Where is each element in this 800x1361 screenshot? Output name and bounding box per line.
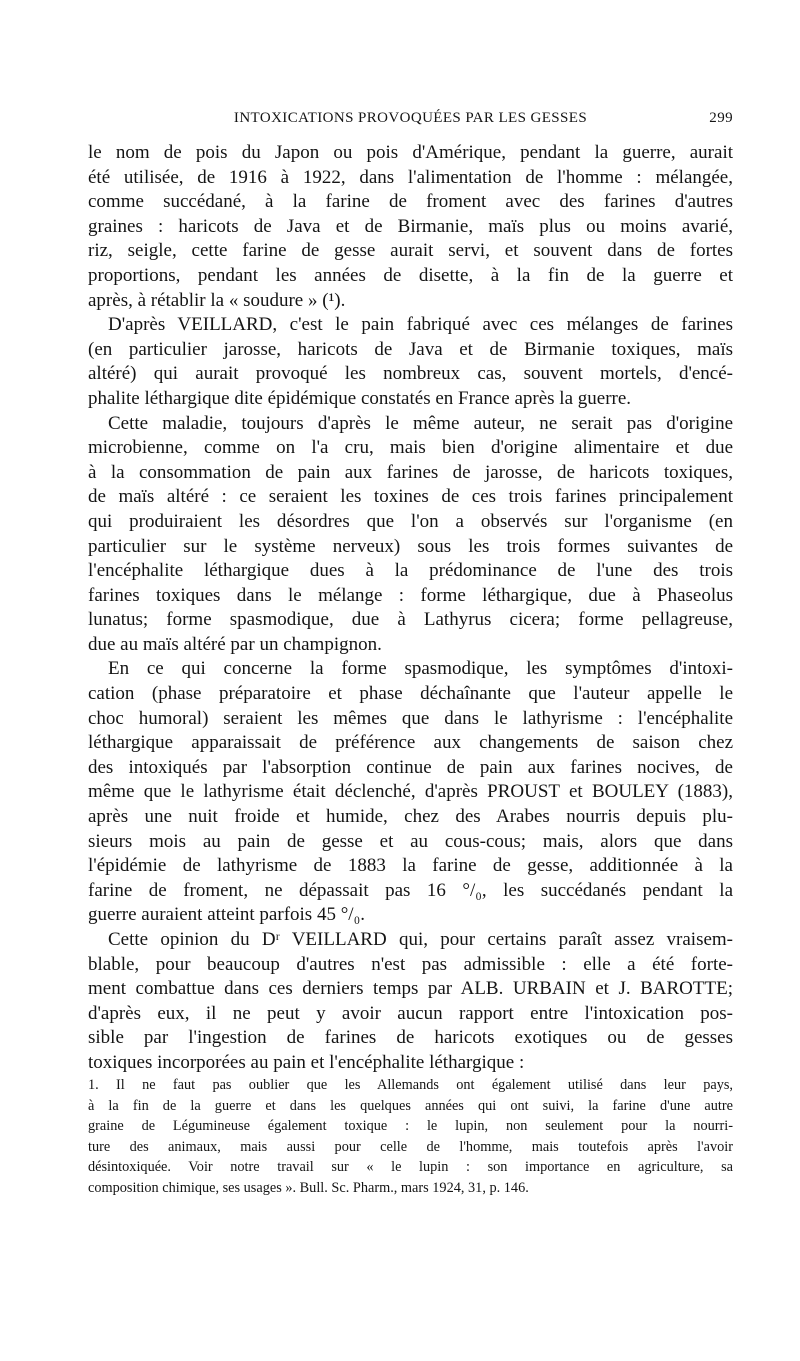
footnote-line: désintoxiquée. Voir notre travail sur « le lupin : son importance en agriculture, sa	[88, 1159, 733, 1176]
body-text	[88, 141, 733, 1076]
text-line: proportions, pendant les années de disette, à la fin de la guerre et	[88, 264, 733, 286]
text-line: phalite léthargique dite épidémique constatés en France après la guerre.	[88, 387, 632, 409]
running-header	[88, 110, 733, 134]
footnote-line: graine de Légumineuse également toxique : le lupin, non seulement pour la nourri-	[88, 1118, 733, 1135]
text-line: (en particulier jarosse, haricots de Java et de Birmanie toxiques, maïs	[88, 338, 733, 360]
text-line: Cette opinion du Dʳ VEILLARD qui, pour certains paraît assez vraisem-	[108, 929, 733, 950]
running-title: INTOXICATIONS PROVOQUÉES PAR LES GESSES	[233, 110, 588, 126]
text-line: graines : haricots de Java et de Birmanie, maïs plus ou moins avarié,	[88, 215, 733, 237]
paragraph	[88, 313, 733, 411]
text-line: riz, seigle, cette farine de gesse aurait servi, et souvent dans de fortes	[88, 240, 733, 262]
paragraph	[88, 141, 733, 313]
text-line: choc humoral) seraient les mêmes que dans le lathyrisme : l'encéphalite	[88, 707, 733, 729]
text-line: même que le lathyrisme était déclenché, d'après PROUST et BOULEY (1883),	[88, 781, 733, 803]
text-line: altéré) qui aurait provoqué les nombreux cas, souvent mortels, d'encé-	[88, 363, 733, 385]
footnote-line: à la fin de la guerre et dans les quelques années qui ont suivi, la farine d'une autre	[88, 1097, 733, 1114]
text-line: D'après VEILLARD, c'est le pain fabriqué avec ces mélanges de farines	[108, 314, 733, 336]
text-line: blable, pour beaucoup d'autres n'est pas admissible : elle a été forte-	[88, 953, 733, 975]
text-line: farine de froment, ne dépassait pas 16 °/₀, les succédanés pendant la	[88, 879, 733, 901]
text-line: des intoxiqués par l'absorption continue de pain aux farines nocives, de	[88, 756, 733, 778]
footnote	[88, 1075, 733, 1199]
paragraph	[88, 928, 733, 1076]
text-line: guerre auraient atteint parfois 45 °/₀.	[88, 904, 365, 926]
text-line: sible par l'ingestion de farines de haricots exotiques ou de gesses	[88, 1027, 733, 1049]
footnote-line: ture des animaux, mais aussi pour celle de l'homme, mais toutefois après l'avoir	[88, 1138, 733, 1155]
text-line: sieurs mois au pain de gesse et au cous-cous; mais, alors que dans	[88, 830, 733, 852]
text-line: de maïs altéré : ce seraient les toxines de ces trois farines principalement	[88, 486, 733, 508]
text-line: toxiques incorporées au pain et l'encéphalite léthargique :	[88, 1051, 525, 1073]
text-line: farines toxiques dans le mélange : forme léthargique, due à Phaseolus	[88, 584, 733, 606]
text-line: léthargique apparaissait de préférence aux changements de saison chez	[88, 732, 733, 754]
footnote-line: 1. Il ne faut pas oublier que les Allemands ont également utilisé dans leur pays,	[88, 1077, 733, 1093]
text-line: été utilisée, de 1916 à 1922, dans l'alimentation de l'homme : mélangée,	[88, 166, 733, 188]
text-line: cation (phase préparatoire et phase déchaînante que l'auteur appelle le	[88, 683, 733, 705]
text-line: à la consommation de pain aux farines de jarosse, de haricots toxiques,	[88, 461, 733, 483]
text-line: l'épidémie de lathyrisme de 1883 la farine de gesse, additionnée à la	[88, 855, 733, 877]
text-line: En ce qui concerne la forme spasmodique, les symptômes d'intoxi-	[108, 658, 733, 680]
footnote-line: composition chimique, ses usages ». Bull. Sc. Pharm., mars 1924, 31, p. 146.	[88, 1179, 529, 1196]
text-line: qui produiraient les désordres que l'on a observés sur l'organisme (en	[88, 510, 733, 532]
text-line: après, à rétablir la « soudure » (¹).	[88, 289, 346, 311]
paragraph	[88, 657, 733, 928]
text-line: le nom de pois du Japon ou pois d'Amérique, pendant la guerre, aurait	[88, 142, 733, 163]
text-line: due au maïs altéré par un champignon.	[88, 633, 382, 655]
page-number: 299	[709, 110, 733, 126]
text-line: après une nuit froide et humide, chez des Arabes nourris depuis plu-	[88, 806, 733, 828]
text-line: ment combattue dans ces derniers temps par ALB. URBAIN et J. BAROTTE;	[88, 978, 733, 1000]
text-line: l'encéphalite léthargique dues à la prédominance de l'une des trois	[88, 560, 733, 582]
text-line: microbienne, comme on l'a cru, mais bien d'origine alimentaire et due	[88, 437, 733, 459]
text-line: comme succédané, à la farine de froment avec des farines d'autres	[88, 191, 733, 213]
text-line: lunatus; forme spasmodique, due à Lathyrus cicera; forme pellagreuse,	[88, 609, 733, 631]
text-line: d'après eux, il ne peut y avoir aucun rapport entre l'intoxication pos-	[88, 1002, 733, 1024]
paragraph	[88, 412, 733, 658]
text-line: particulier sur le système nerveux) sous les trois formes suivantes de	[88, 535, 733, 557]
text-line: Cette maladie, toujours d'après le même auteur, ne serait pas d'origine	[108, 412, 733, 434]
